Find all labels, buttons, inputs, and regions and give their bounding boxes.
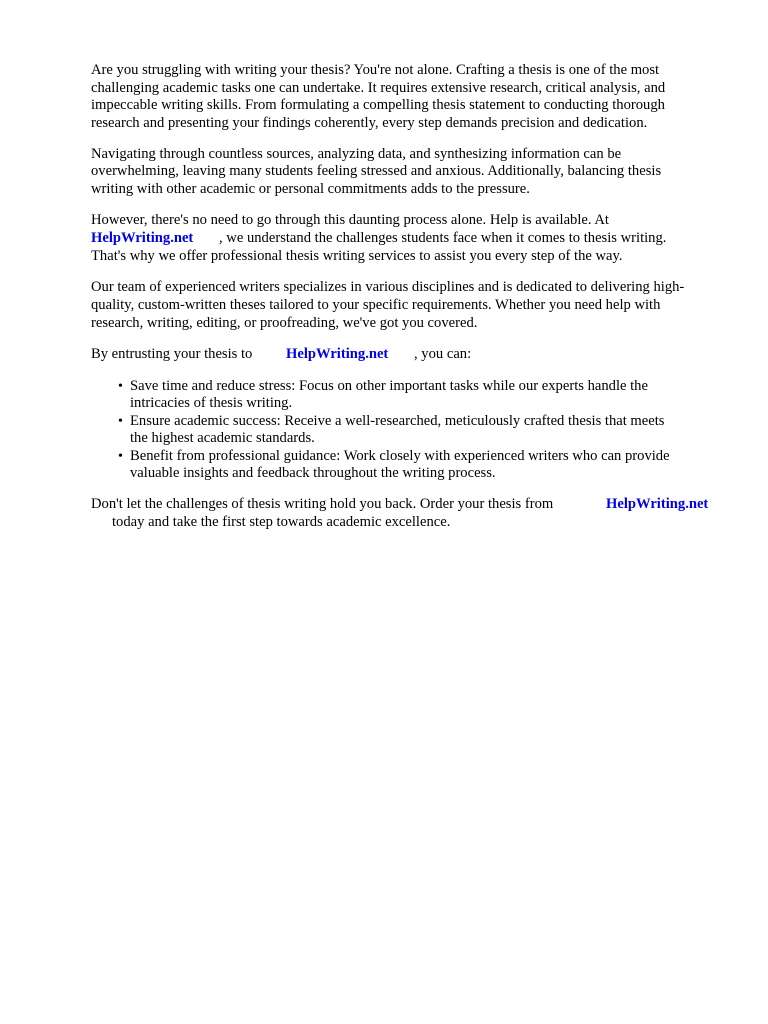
list-item-2-line-1: Ensure academic success: Receive a well-researched, meticulously crafted thesis that meets: [130, 413, 665, 429]
paragraph-4-line-3: research, writing, editing, or proofreading, we've got you covered.: [91, 315, 478, 331]
paragraph-5-outro: , you can:: [414, 346, 472, 362]
paragraph-2-line-1: Navigating through countless sources, analyzing data, and synthesizing information can be: [91, 146, 622, 162]
paragraph-1-line-1: Are you struggling with writing your thesis? You're not alone. Crafting a thesis is one of the most: [91, 62, 660, 78]
paragraph-6-line-2: today and take the first step towards academic excellence.: [112, 514, 451, 530]
paragraph-3-line-2: , we understand the challenges students face when it comes to thesis writing.: [219, 230, 667, 246]
paragraph-5-intro: By entrusting your thesis to: [91, 346, 253, 362]
helpwriting-link-2[interactable]: HelpWriting.net: [286, 346, 389, 362]
paragraph-4-line-2: quality, custom-written theses tailored to your specific requirements. Whether you need help with: [91, 297, 661, 313]
list-bullet: •: [118, 449, 123, 464]
paragraph-6-line-1: Don't let the challenges of thesis writing hold you back. Order your thesis from: [91, 496, 554, 512]
paragraph-3-line-1: However, there's no need to go through this daunting process alone. Help is available. At: [91, 212, 609, 228]
helpwriting-link-3[interactable]: HelpWriting.net: [606, 496, 709, 512]
list-item-1-line-2: intricacies of thesis writing.: [130, 395, 293, 411]
list-item-3-line-1: Benefit from professional guidance: Work closely with experienced writers who can provide: [130, 448, 670, 464]
helpwriting-link-1[interactable]: HelpWriting.net: [91, 230, 194, 246]
paragraph-1-line-4: research and presenting your findings coherently, every step demands precision and dedication.: [91, 115, 648, 131]
paragraph-4-line-1: Our team of experienced writers specializes in various disciplines and is dedicated to delivering high-: [91, 279, 685, 295]
list-item-2-line-2: the highest academic standards.: [130, 430, 315, 446]
paragraph-3-line-3: That's why we offer professional thesis writing services to assist you every step of the way.: [91, 248, 623, 264]
list-item-1-line-1: Save time and reduce stress: Focus on other important tasks while our experts handle the: [130, 378, 648, 394]
list-bullet: •: [118, 379, 123, 394]
paragraph-1-line-2: challenging academic tasks one can undertake. It requires extensive research, critical analysis, and: [91, 80, 666, 96]
paragraph-2-line-3: writing with other academic or personal commitments adds to the pressure.: [91, 181, 530, 197]
list-bullet: •: [118, 414, 123, 429]
list-item-3-line-2: valuable insights and feedback throughout the writing process.: [130, 465, 496, 481]
paragraph-2-line-2: overwhelming, leaving many students feeling stressed and anxious. Additionally, balancing thesis: [91, 163, 662, 179]
paragraph-1-line-3: impeccable writing skills. From formulating a compelling thesis statement to conducting thorough: [91, 97, 665, 113]
